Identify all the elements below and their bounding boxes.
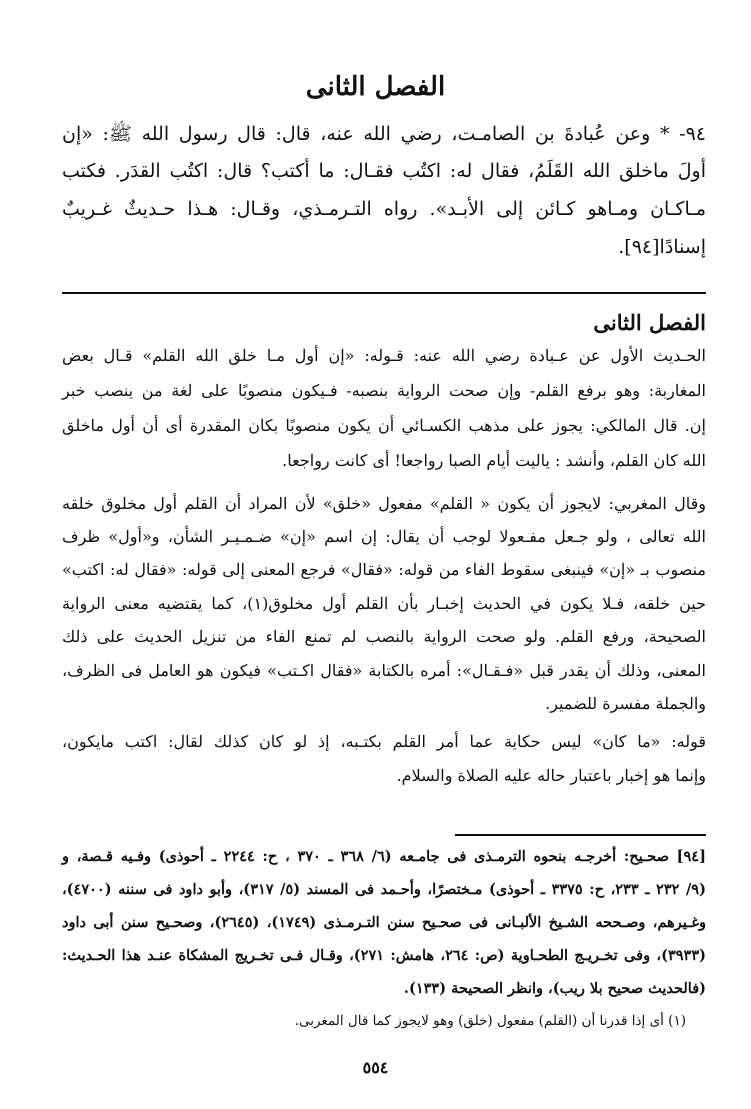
commentary-line: الله تعالى ، ولو جـعل مفـعولا لوجب أن يقال: إن اسم «إن» ضـمـيـر الشأن، و«أول» ظرف	[62, 527, 706, 546]
commentary-line: الله كان القلم، وأنشد : ياليت أيام الصبا رواجعا! أى كانت رواجعا.	[282, 451, 706, 470]
commentary-line: وإنما هو إخبار باعتبار حاله عليه الصلاة والسلام.	[396, 766, 706, 785]
footnote-line: (٣٩٣٣)، وفى تخـريـج الطحـاوية (ص: ٢٦٤، هامش: ٢٧١)، وقـال فـى تخـريج المشكاة عنـد هذا الحـديث:	[62, 947, 706, 964]
commentary-line: والجملة مفسرة للضمير.	[545, 694, 706, 713]
hadith-line: ٩٤- * وعن عُبادةَ بن الصامـت، رضي الله عنه، قال: قال رسول الله ﷺ: «إن	[62, 123, 706, 145]
hadith-line: إسنادًا[٩٤].	[618, 236, 706, 258]
commentary-line: الصحيحة، ورفع القلم. ولو صحت الرواية بالنصب لم تمنع الفاء من تنزيل الحديث على ذلك	[62, 627, 706, 646]
commentary-heading: الفصل الثانى	[593, 310, 706, 335]
footnote-divider	[455, 834, 706, 836]
commentary-line: منصوب بـ «إن» فينبغى سقوط الفاء من قوله: «فقال» فرجع المعنى إلى قوله: «فقال له: اكتب»	[62, 560, 706, 579]
chapter-heading: الفصل الثانى	[305, 72, 446, 102]
commentary-line: وقال المغربي: لايجوز أن يكون « القلم» مفعول «خلق» لأن المراد أن القلم أول مخلوق خلقه	[62, 494, 706, 513]
footnote-1: (١) أى إذا قدرنا أن (القلم) مفعول (خلق) وهو لايجوز كما قال المغربى.	[294, 1013, 686, 1029]
footnote-line: وغـيرهم، وصـححه الشـيخ الألبـانى فى صحـيح سنن التـرمـذى (١٧٤٩)، (٢٦٤٥)، وصحـيح سنن أبى داود	[62, 914, 706, 931]
commentary-line: المغاربة: وهو برفع القلم- وإن صحت الرواية بنصبه- فـيكون منصوبًا على لغة من ينصب خبر	[62, 381, 707, 400]
footnote-line: (٩/ ٢٣٢ ـ ٢٣٣، ح: ٣٣٧٥ ـ أحوذى) مـختصرًا، وأحـمد فى المسند (٥/ ٣١٧)، وأبو داود فى سننه (٤٧٠٠)،	[62, 881, 706, 898]
commentary-line: إن. قال المالكي: يجوز على مذهب الكسـائي أن يكون منصوبًا بكان المقدرة أى أن أول ماخلق	[62, 416, 706, 435]
footnote-line: [٩٤] صحـيح: أخرجـه بنحوه الترمـذى فى جامـعه (٦/ ٣٦٨ ـ ٣٧٠ ، ح: ٢٢٤٤ ـ أحوذى) وفـيه قـصة، و	[62, 848, 706, 865]
footnote-line: (فالحديث صحيح بلا ريب)، وانظر الصحيحة (١٣٣).	[403, 980, 706, 997]
commentary-line: المعنى، وذلك أن يقدر قبل «فـقـال»: أمره بالكتابة «فقال اكـتب» فيكون هو العامل فى الظرف،	[62, 661, 706, 680]
commentary-line: حين خلقه، فـلا يكون في الحديث إخبـار بأن القلم أول مخلوق(١)، كما يقتضيه معنى الرواية	[62, 594, 707, 613]
hadith-line: مـاكـان ومـاهو كـائن إلى الأبـد». رواه التـرمـذي، وقـال: هـذا حـديثٌ غـريبٌ	[62, 198, 706, 220]
commentary-line: الحـديث الأول عن عـبادة رضي الله عنه: قـوله: «إن أول مـا خلق الله القلم» قـال بعض	[62, 346, 707, 365]
section-divider	[62, 292, 706, 294]
hadith-line: أولَ ماخلق الله القَلَمُ، فقال له: اكتُب فقـال: ما أكتب؟ قال: اكتُب القدَر. فكتب	[62, 160, 706, 182]
commentary-line: قوله: «ما كان» ليس حكاية عما أمر القلم بكتـبه، إذ لو كان كذلك لقال: اكتب مايكون،	[62, 732, 707, 751]
page-number: ٥٥٤	[362, 1058, 389, 1077]
